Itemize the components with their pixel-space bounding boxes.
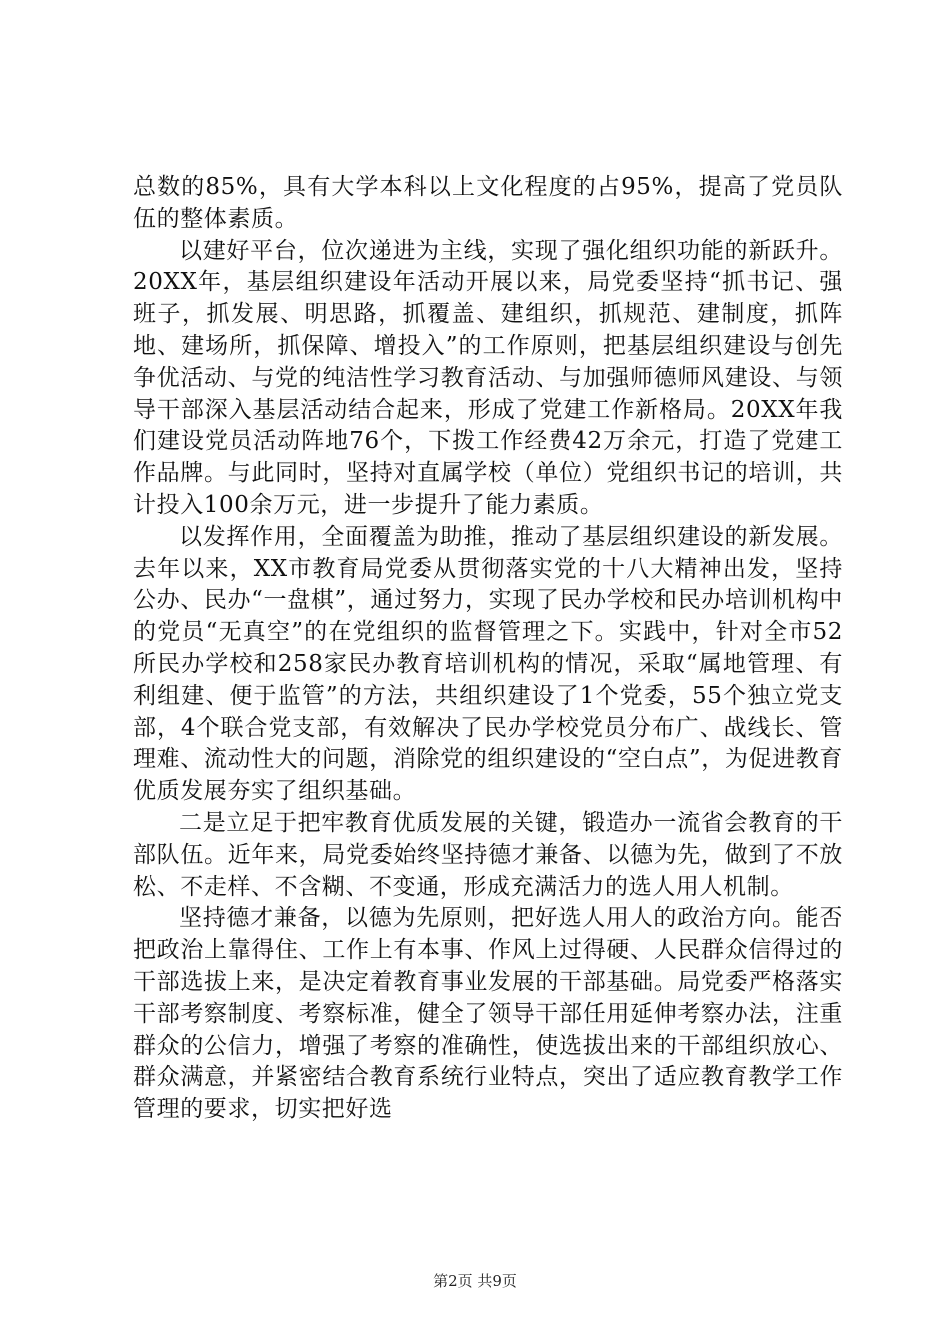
document-body	[133, 172, 843, 1126]
paragraph-platform-building: 以建好平台，位次递进为主线，实现了强化组织功能的新跃升。20XX年，基层组织建设年活动开展以来，局党委坚持“抓书记、强班子，抓发展、明思路，抓覆盖、建组织，抓规范、建制度，抓阵地、建场所，抓保障、增投入”的工作原则，把基层组织建设与创先争优活动、与党的纯洁性学习教育活动、与加强师德师风建设、与领导干部深入基层活动结合起来，形成了党建工作新格局。20XX年我们建设党员活动阵地76个，下拨工作经费42万余元，打造了党建工作品牌。与此同时，坚持对直属学校（单位）党组织书记的培训，共计投入100余万元，进一步提升了能力素质。	[133, 237, 843, 518]
page-footer: 第2页 共9页	[433, 1272, 517, 1290]
paragraph-continued: 总数的85%，具有大学本科以上文化程度的占95%，提高了党员队伍的整体素质。	[133, 174, 843, 232]
paragraph-cadre-team: 二是立足于把牢教育优质发展的关键，锻造办一流省会教育的干部队伍。近年来，局党委始终坚持德才兼备、以德为先，做到了不放松、不走样、不含糊、不变通，形成充满活力的选人用人机制。	[133, 809, 843, 900]
paragraph-selection-principle: 坚持德才兼备，以德为先原则，把好选人用人的政治方向。能否把政治上靠得住、工作上有本事、作风上过得硬、人民群众信得过的干部选拔上来，是决定着教育事业发展的干部基础。局党委严格落实干部考察制度、考察标准，健全了领导干部任用延伸考察办法，注重群众的公信力，增强了考察的准确性，使选拔出来的干部组织放心、群众满意，并紧密结合教育系统行业特点，突出了适应教育教学工作管理的要求，切实把好选	[133, 905, 843, 1123]
paragraph-full-coverage: 以发挥作用，全面覆盖为助推，推动了基层组织建设的新发展。去年以来，XX市教育局党委从贯彻落实党的十八大精神出发，坚持公办、民办“一盘棋”，通过努力，实现了民办学校和民办培训机构中的党员“无真空”的在党组织的监督管理之下。实践中，针对全市52所民办学校和258家民办教育培训机构的情况，采取“属地管理、有利组建、便于监管”的方法，共组织建设了1个党委，55个独立党支部，4个联合党支部，有效解决了民办学校党员分布广、战线长、管理难、流动性大的问题，消除党的组织建设的“空白点”，为促进教育优质发展夯实了组织基础。	[133, 523, 843, 805]
